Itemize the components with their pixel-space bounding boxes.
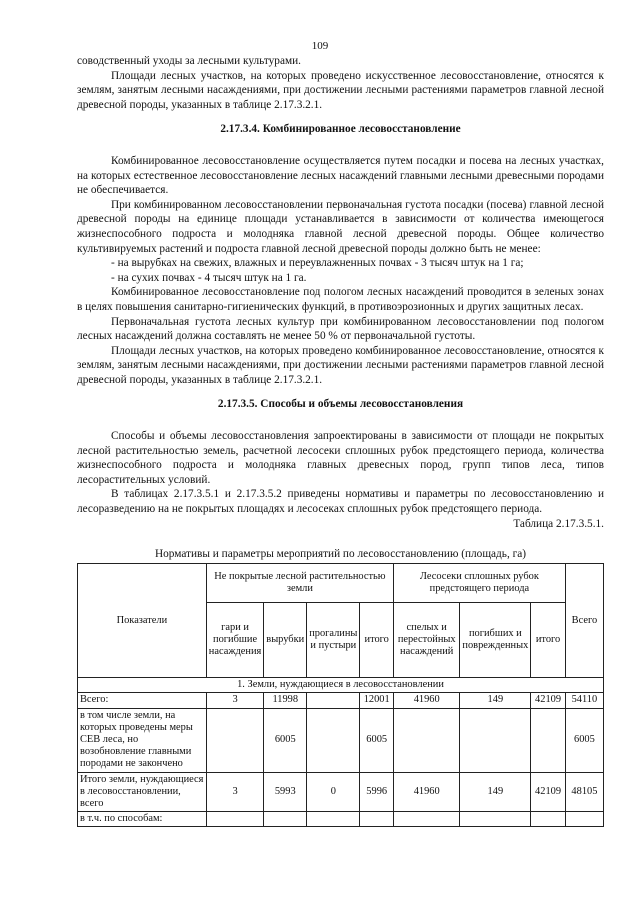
cell: 0 (307, 772, 360, 812)
paragraph: Комбинированное лесовосстановление под пологом лесных насаждений проводится в зеленых зонах в целях повышения санитарно-гигиенических функций, в противоэрозионных и других защитных лесах. (77, 286, 604, 313)
header-itogo: итого (531, 603, 566, 678)
list-item: - на вырубках на свежих, влажных и переувлажненных почвах - 3 тысяч штук на 1 га; (111, 257, 524, 270)
cell (531, 708, 566, 772)
cell (307, 812, 360, 827)
paragraph: В таблицах 2.17.3.5.1 и 2.17.3.5.2 приведены нормативы и параметры по лесовосстановлению и лесоразведению на не покрытых площадях и лесосеках сплошных рубок предстоящего периода. (77, 488, 604, 516)
cell: 3 (206, 772, 264, 812)
document-body (77, 54, 604, 827)
header-total: Всего (565, 564, 603, 678)
header-itogo: итого (360, 603, 394, 678)
table-section-row (78, 678, 604, 693)
table-row (78, 693, 604, 708)
header-ripe: спелых и перестойных насаждений (393, 603, 459, 678)
table-row (78, 812, 604, 827)
cell: 6005 (360, 708, 394, 772)
row-label: Итого земли, нуждающиеся в лесовосстановлении, всего (78, 772, 207, 812)
cell (264, 812, 307, 827)
row-label: в том числе земли, на которых проведены меры СЕВ леса, но возобновление главными породами не закончено (78, 708, 207, 772)
cell (360, 812, 394, 827)
header-uncovered: Не покрытые лесной растительностью земли (206, 564, 393, 603)
header-cutting: Лесосеки сплошных рубок предстоящего периода (393, 564, 565, 603)
cell (460, 812, 531, 827)
header-burnt: гари и погибшие насаждения (206, 603, 264, 678)
header-clearcuts: вырубки (264, 603, 307, 678)
paragraph: Площади лесных участков, на которых проведено искусственное лесовосстановление, относятся к землям, занятым лесными насаждениями, при достижении лесными растениями параметров главной лесной древесной породы, указанных в таблице 2.17.3.2.1. (77, 69, 604, 111)
table-label: Таблица 2.17.3.5.1. (513, 517, 604, 530)
cell (393, 708, 459, 772)
cell: 12001 (360, 693, 394, 708)
cell: 5993 (264, 772, 307, 812)
header-indicators: Показатели (78, 564, 207, 678)
list-item: - на сухих почвах - 4 тысяч штук на 1 га. (111, 271, 307, 284)
paragraph: Способы и объемы лесовосстановления запроектированы в зависимости от площади не покрытых лесной растительностью земель, расчетной лесосеки сплошных рубок предстоящего периода, количества жизнеспособного подроста и молодняка главных древесных пород, групп типов леса, типов лесорастительных условий. (77, 430, 604, 486)
cell: 41960 (393, 772, 459, 812)
cell (206, 812, 264, 827)
cell: 42109 (531, 772, 566, 812)
cell: 3 (206, 693, 264, 708)
cell: 42109 (531, 693, 566, 708)
cell: 54110 (565, 693, 603, 708)
paragraph: соводственный уходы за лесными культурами. (77, 55, 301, 67)
table-header-row (78, 564, 604, 603)
paragraph: При комбинированном лесовосстановлении первоначальная густота посадки (посева) главной лесной древесной породы на единице площади устанавливается в зависимости от количества имеющегося жизнеспособного подроста и молодняка главной лесной древесной породы. Общее количество культивируемых растений и подроста главной лесной древесной породы должно быть не менее: (77, 198, 604, 255)
header-dead: погибших и поврежденных (460, 603, 531, 678)
cell: 6005 (264, 708, 307, 772)
row-label: в т.ч. по способам: (78, 812, 207, 827)
cell (307, 693, 360, 708)
paragraph: Площади лесных участков, на которых проведено комбинированное лесовосстановление, относятся к землям, занятым лесными насаждениями, при достижении лесными растениями параметров главной лесной древесной породы, указанных в таблице 2.17.3.2.1. (77, 344, 604, 386)
paragraph: Комбинированное лесовосстановление осуществляется путем посадки и посева на лесных участках, на которых естественное лесовосстановление лесных насаждений главными лесными древесными породами не обеспечивается. (77, 154, 604, 197)
table-row (78, 772, 604, 812)
header-glades: прогалины и пустыри (307, 603, 360, 678)
section-row-label: 1. Земли, нуждающиеся в лесовосстановлении (78, 678, 604, 693)
cell: 48105 (565, 772, 603, 812)
cell (460, 708, 531, 772)
cell (393, 812, 459, 827)
paragraph: Первоначальная густота лесных культур при комбинированном лесовосстановлении под пологом лесных насаждений должна составлять не менее 50 % от первоначальной густоты. (77, 315, 604, 343)
table-title: Нормативы и параметры мероприятий по лесовосстановлению (площадь, га) (154, 548, 526, 561)
cell: 5996 (360, 772, 394, 812)
section-heading: 2.17.3.4. Комбинированное лесовосстановление (220, 123, 461, 136)
cell: 149 (460, 772, 531, 812)
cell: 11998 (264, 693, 307, 708)
cell (565, 812, 603, 827)
reforestation-table (77, 563, 604, 827)
cell (531, 812, 566, 827)
row-label: Всего: (78, 693, 207, 708)
page-number: 109 (311, 40, 329, 52)
table-row (78, 708, 604, 772)
section-heading: 2.17.3.5. Способы и объемы лесовосстановления (217, 398, 464, 411)
cell: 41960 (393, 693, 459, 708)
cell (206, 708, 264, 772)
cell: 6005 (565, 708, 603, 772)
cell: 149 (460, 693, 531, 708)
cell (307, 708, 360, 772)
